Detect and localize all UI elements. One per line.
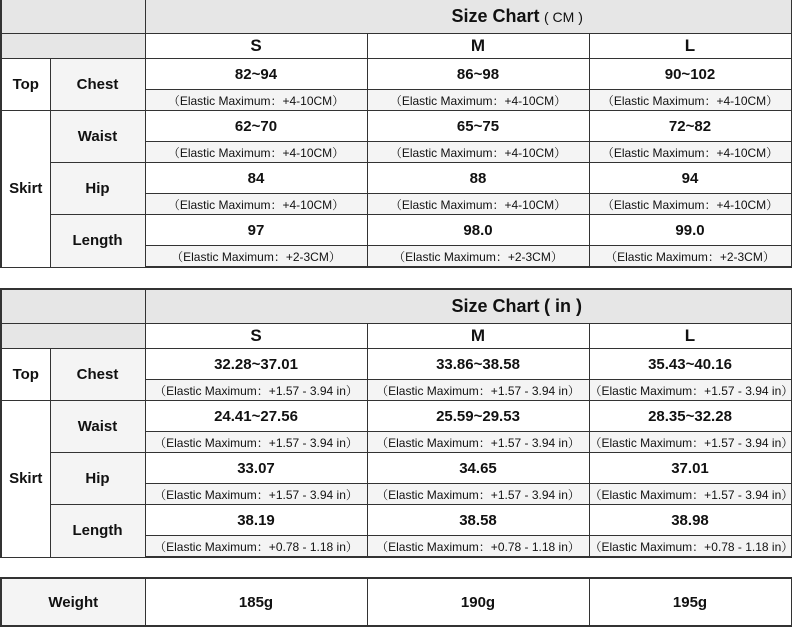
table-row bbox=[1, 453, 791, 484]
chart-unit: ( in ) bbox=[543, 296, 582, 316]
weight-section bbox=[0, 577, 760, 627]
hip-s-value: 33.07 bbox=[145, 453, 367, 484]
length-m-value: 38.58 bbox=[367, 505, 589, 536]
hip-m-value: 34.65 bbox=[367, 453, 589, 484]
length-s-value: 38.19 bbox=[145, 505, 367, 536]
hip-s-note: （Elastic Maximum：+1.57 - 3.94 in） bbox=[145, 484, 367, 505]
table-row bbox=[1, 111, 791, 142]
measure-hip-label: Hip bbox=[50, 453, 145, 505]
length-s-value: 97 bbox=[145, 215, 367, 246]
chest-m-note: （Elastic Maximum：+1.57 - 3.94 in） bbox=[367, 380, 589, 401]
size-chart-cm bbox=[0, 0, 779, 268]
table-row bbox=[1, 505, 791, 536]
hip-l-note: （Elastic Maximum：+1.57 - 3.94 in） bbox=[589, 484, 791, 505]
chest-m-note: （Elastic Maximum：+4-10CM） bbox=[367, 90, 589, 111]
chart-title-row bbox=[1, 289, 791, 324]
waist-l-note: （Elastic Maximum：+4-10CM） bbox=[589, 142, 791, 163]
chest-s-note: （Elastic Maximum：+4-10CM） bbox=[145, 90, 367, 111]
table-row bbox=[1, 215, 791, 246]
waist-m-value: 65~75 bbox=[367, 111, 589, 142]
table-row bbox=[1, 578, 791, 626]
measure-waist-label: Waist bbox=[50, 401, 145, 453]
hip-m-note: （Elastic Maximum：+4-10CM） bbox=[367, 194, 589, 215]
hip-m-note: （Elastic Maximum：+1.57 - 3.94 in） bbox=[367, 484, 589, 505]
waist-l-note: （Elastic Maximum：+1.57 - 3.94 in） bbox=[589, 432, 791, 453]
size-s-header: S bbox=[145, 34, 367, 59]
chest-l-value: 90~102 bbox=[589, 59, 791, 90]
size-chart-in bbox=[0, 288, 793, 558]
weight-l-value: 195g bbox=[589, 578, 791, 626]
measure-length-label: Length bbox=[50, 215, 145, 268]
size-table-in bbox=[0, 288, 792, 558]
waist-m-value: 25.59~29.53 bbox=[367, 401, 589, 432]
group-top-label: Top bbox=[1, 349, 50, 401]
size-header-row bbox=[1, 324, 791, 349]
waist-s-value: 24.41~27.56 bbox=[145, 401, 367, 432]
waist-m-note: （Elastic Maximum：+4-10CM） bbox=[367, 142, 589, 163]
length-m-note: （Elastic Maximum：+0.78 - 1.18 in） bbox=[367, 536, 589, 558]
hip-s-note: （Elastic Maximum：+4-10CM） bbox=[145, 194, 367, 215]
waist-s-note: （Elastic Maximum：+4-10CM） bbox=[145, 142, 367, 163]
table-row bbox=[1, 349, 791, 380]
length-l-value: 38.98 bbox=[589, 505, 791, 536]
hip-l-value: 94 bbox=[589, 163, 791, 194]
length-l-note: （Elastic Maximum：+0.78 - 1.18 in） bbox=[589, 536, 791, 558]
chest-s-value: 32.28~37.01 bbox=[145, 349, 367, 380]
chart-title: Size Chart bbox=[451, 6, 540, 26]
group-top-label: Top bbox=[1, 59, 50, 111]
waist-m-note: （Elastic Maximum：+1.57 - 3.94 in） bbox=[367, 432, 589, 453]
hip-l-note: （Elastic Maximum：+4-10CM） bbox=[589, 194, 791, 215]
hip-m-value: 88 bbox=[367, 163, 589, 194]
chest-l-note: （Elastic Maximum：+4-10CM） bbox=[589, 90, 791, 111]
weight-s-value: 185g bbox=[145, 578, 367, 626]
table-row bbox=[1, 163, 791, 194]
table-row bbox=[1, 401, 791, 432]
length-s-note: （Elastic Maximum：+0.78 - 1.18 in） bbox=[145, 536, 367, 558]
size-l-header: L bbox=[589, 324, 791, 349]
group-skirt-label: Skirt bbox=[1, 401, 50, 558]
size-header-row bbox=[1, 34, 791, 59]
measure-waist-label: Waist bbox=[50, 111, 145, 163]
measure-length-label: Length bbox=[50, 505, 145, 558]
weight-table bbox=[0, 577, 792, 627]
table-row bbox=[1, 59, 791, 90]
hip-l-value: 37.01 bbox=[589, 453, 791, 484]
chest-l-value: 35.43~40.16 bbox=[589, 349, 791, 380]
chart-title: Size Chart bbox=[451, 296, 540, 316]
chest-m-value: 33.86~38.58 bbox=[367, 349, 589, 380]
chest-s-value: 82~94 bbox=[145, 59, 367, 90]
waist-l-value: 72~82 bbox=[589, 111, 791, 142]
size-table-cm bbox=[0, 0, 792, 268]
group-skirt-label: Skirt bbox=[1, 111, 50, 268]
size-s-header: S bbox=[145, 324, 367, 349]
hip-s-value: 84 bbox=[145, 163, 367, 194]
chest-m-value: 86~98 bbox=[367, 59, 589, 90]
measure-hip-label: Hip bbox=[50, 163, 145, 215]
size-m-header: M bbox=[367, 34, 589, 59]
chest-l-note: （Elastic Maximum：+1.57 - 3.94 in） bbox=[589, 380, 791, 401]
waist-l-value: 28.35~32.28 bbox=[589, 401, 791, 432]
measure-chest-label: Chest bbox=[50, 59, 145, 111]
size-l-header: L bbox=[589, 34, 791, 59]
weight-label: Weight bbox=[1, 578, 145, 626]
length-l-note: （Elastic Maximum：+2-3CM） bbox=[589, 246, 791, 268]
waist-s-note: （Elastic Maximum：+1.57 - 3.94 in） bbox=[145, 432, 367, 453]
chart-title-row bbox=[1, 0, 791, 34]
chest-s-note: （Elastic Maximum：+1.57 - 3.94 in） bbox=[145, 380, 367, 401]
length-m-note: （Elastic Maximum：+2-3CM） bbox=[367, 246, 589, 268]
length-l-value: 99.0 bbox=[589, 215, 791, 246]
measure-chest-label: Chest bbox=[50, 349, 145, 401]
waist-s-value: 62~70 bbox=[145, 111, 367, 142]
chart-unit: ( CM ) bbox=[543, 9, 583, 25]
weight-m-value: 190g bbox=[367, 578, 589, 626]
length-s-note: （Elastic Maximum：+2-3CM） bbox=[145, 246, 367, 268]
size-m-header: M bbox=[367, 324, 589, 349]
length-m-value: 98.0 bbox=[367, 215, 589, 246]
